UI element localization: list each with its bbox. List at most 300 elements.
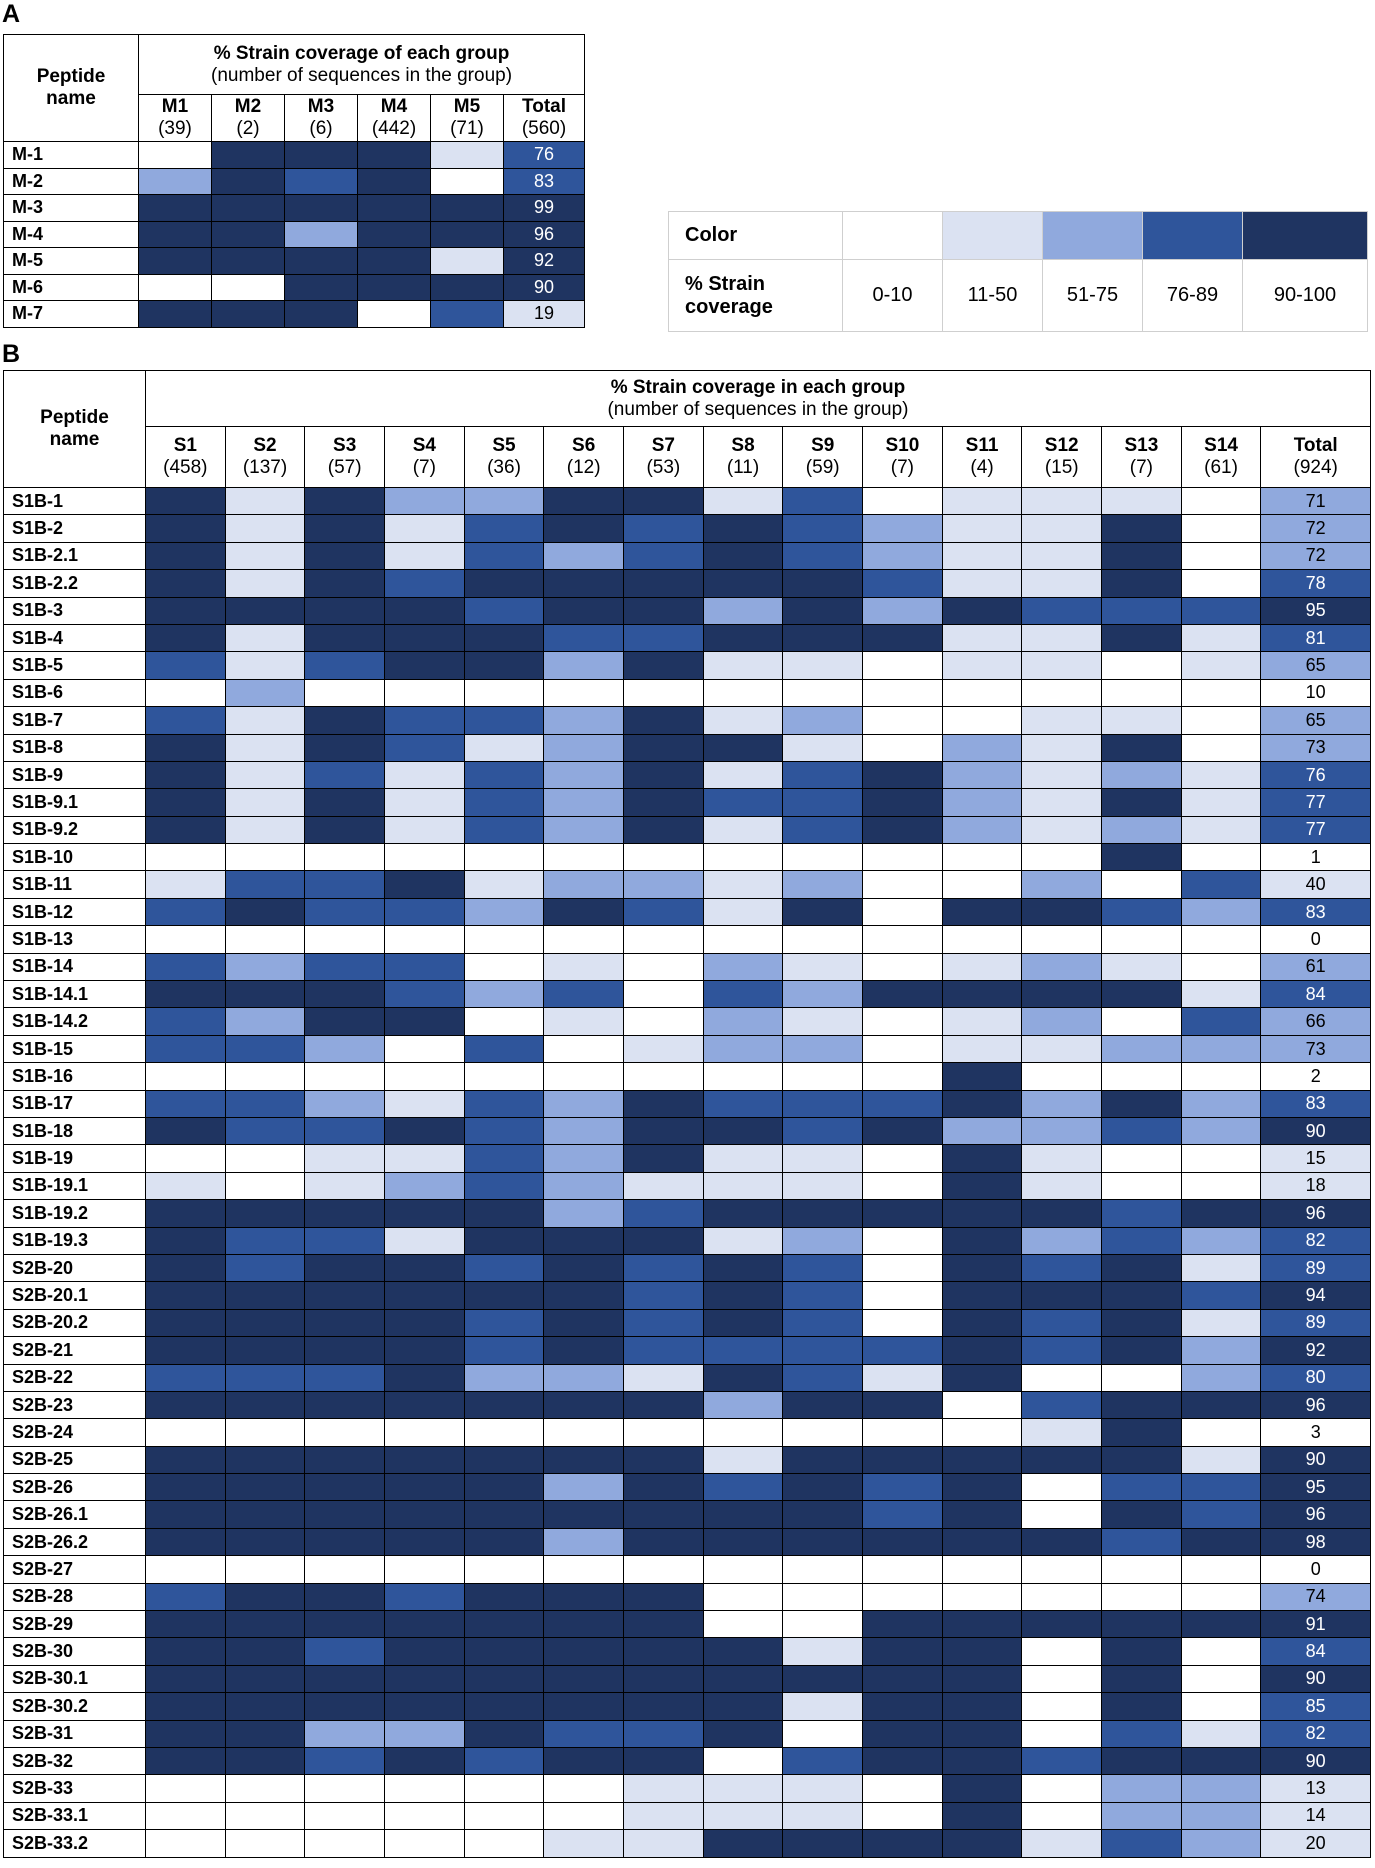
heat-cell [703,1611,783,1638]
heat-cell [464,1035,544,1062]
column-count: (458) [163,457,208,478]
heat-cell [464,1693,544,1720]
heat-cell [703,1830,783,1857]
heat-cell [703,1556,783,1583]
heat-cell [1022,761,1102,788]
table-row [4,1145,1371,1172]
heat-cell [544,1528,624,1555]
heat-cell [703,1309,783,1336]
total-cell: 83 [504,168,585,195]
title-text: % Strain coverage in each group [610,376,906,398]
heat-cell [1181,816,1261,843]
legend-range: 90-100 [1243,260,1368,332]
heat-cell [145,1337,225,1364]
column-count: (560) [521,118,567,139]
column-count: (59) [805,457,840,478]
heat-cell [145,1583,225,1610]
heat-cell [703,542,783,569]
heat-cell [1022,1611,1102,1638]
heat-cell [1022,1556,1102,1583]
peptide-name: S2B-28 [4,1583,146,1610]
heat-cell [703,1063,783,1090]
heat-cell [703,844,783,871]
heat-cell [624,981,704,1008]
peptide-name: S1B-8 [4,734,146,761]
heat-cell [305,1583,385,1610]
column-name: S6 [572,435,596,457]
heat-cell [942,1008,1022,1035]
column-name: S5 [492,435,516,457]
heat-cell [863,707,943,734]
heat-cell [1102,1200,1182,1227]
heat-cell [1181,1282,1261,1309]
heat-cell [942,1611,1022,1638]
total-cell: 92 [504,248,585,275]
heat-cell [783,1391,863,1418]
heat-cell [1022,926,1102,953]
heat-cell [305,1446,385,1473]
heat-cell [624,1391,704,1418]
table-row [4,1830,1371,1857]
column-count: (36) [487,457,521,478]
panel-b-label: B [2,340,21,368]
peptide-name: S1B-7 [4,707,146,734]
table-row [4,1747,1371,1774]
heat-cell [145,1172,225,1199]
table-row [4,1117,1371,1144]
heat-cell [385,1638,465,1665]
heat-cell [703,597,783,624]
heat-cell [1022,1282,1102,1309]
heat-cell [1102,515,1182,542]
heat-cell [464,1446,544,1473]
heat-cell [544,1090,624,1117]
heat-cell [863,981,943,1008]
heat-cell [285,274,358,301]
heat-cell [139,195,212,222]
heat-cell [942,597,1022,624]
heat-cell [305,1035,385,1062]
heat-cell [145,1665,225,1692]
heat-cell [624,515,704,542]
heat-cell [783,1090,863,1117]
heat-cell [464,953,544,980]
heat-cell [1022,1830,1102,1857]
heat-cell [305,926,385,953]
heat-cell [305,816,385,843]
heat-cell [863,652,943,679]
heat-cell [783,1501,863,1528]
heat-cell [544,1583,624,1610]
peptide-name: S1B-1 [4,488,146,515]
heat-cell [139,221,212,248]
heat-cell [1181,624,1261,651]
heat-cell [863,761,943,788]
column-header [1102,427,1182,488]
heat-cell [624,1145,704,1172]
heat-cell [942,1419,1022,1446]
table-row [4,1337,1371,1364]
heat-cell [863,898,943,925]
heat-cell [544,1337,624,1364]
table-row [4,871,1371,898]
table-row [4,707,1371,734]
peptide-name: M-2 [4,168,139,195]
heat-cell [703,734,783,761]
heat-cell [783,734,863,761]
column-header [358,95,431,142]
heat-cell [624,953,704,980]
peptide-name: S2B-32 [4,1747,146,1774]
table-row [4,1802,1371,1829]
heat-cell [1022,1035,1102,1062]
heat-cell [942,542,1022,569]
heatmap-table-b [3,370,1371,1858]
heat-cell [783,1583,863,1610]
heat-cell [703,761,783,788]
heat-cell [1181,871,1261,898]
heat-cell [385,981,465,1008]
heat-cell [1181,1638,1261,1665]
table-row [4,1172,1371,1199]
heat-cell [145,926,225,953]
heat-cell [703,1693,783,1720]
total-cell: 82 [1261,1227,1371,1254]
total-cell: 85 [1261,1693,1371,1720]
heat-cell [544,652,624,679]
peptide-name: S1B-9 [4,761,146,788]
heat-cell [544,734,624,761]
column-name: Total [1293,435,1338,457]
heat-cell [225,1446,305,1473]
subtitle-text: (number of sequences in the group) [607,398,909,420]
heat-cell [145,1090,225,1117]
column-name: M5 [453,96,481,118]
table-row [4,1419,1371,1446]
heat-cell [703,871,783,898]
heat-cell [225,1391,305,1418]
heat-cell [1022,679,1102,706]
heat-cell [863,1035,943,1062]
heat-cell [464,679,544,706]
heat-cell [225,953,305,980]
heat-cell [544,789,624,816]
heat-cell [703,1145,783,1172]
heat-cell [385,652,465,679]
heat-cell [1181,1090,1261,1117]
heat-cell [225,597,305,624]
peptide-name: S1B-3 [4,597,146,624]
heat-cell [624,734,704,761]
heat-cell [464,1172,544,1199]
heat-cell [145,707,225,734]
table-row [4,624,1371,651]
peptide-name: S1B-18 [4,1117,146,1144]
column-count: (7) [1129,457,1153,478]
heat-cell [942,1720,1022,1747]
heat-cell [942,953,1022,980]
peptide-name: S2B-33.1 [4,1802,146,1829]
heat-cell [703,707,783,734]
heat-cell [1022,1364,1102,1391]
heat-cell [1102,1309,1182,1336]
heat-cell [624,1200,704,1227]
heat-cell [863,1446,943,1473]
heat-cell [783,1282,863,1309]
heat-cell [783,515,863,542]
column-name: S8 [731,435,755,457]
peptide-name: S2B-22 [4,1364,146,1391]
peptide-name: S2B-20.2 [4,1309,146,1336]
heat-cell [703,1474,783,1501]
heat-cell [385,1665,465,1692]
heat-cell [305,1501,385,1528]
heat-cell [863,1008,943,1035]
table-row [4,248,585,275]
table-row [4,488,1371,515]
column-header [544,427,624,488]
heat-cell [212,301,285,328]
heat-cell [385,1117,465,1144]
heat-cell [942,1556,1022,1583]
heat-cell [624,1474,704,1501]
heat-cell [703,1528,783,1555]
peptide-name: S1B-19.1 [4,1172,146,1199]
heat-cell [703,1583,783,1610]
heat-cell [783,789,863,816]
heat-cell [783,488,863,515]
heat-cell [305,542,385,569]
row-header: Peptide name [4,35,139,142]
heat-cell [385,1391,465,1418]
heat-cell [145,624,225,651]
heat-cell [942,570,1022,597]
heat-cell [624,761,704,788]
heat-cell [1181,1145,1261,1172]
heat-cell [544,1474,624,1501]
column-header [504,95,585,142]
legend-range: 0-10 [843,260,943,332]
heat-cell [863,1474,943,1501]
heat-cell [464,1391,544,1418]
heat-cell [863,953,943,980]
column-header [1181,427,1261,488]
heat-cell [544,570,624,597]
heat-cell [703,1008,783,1035]
heat-cell [305,570,385,597]
heat-cell [544,1802,624,1829]
heat-cell [385,515,465,542]
heat-cell [225,871,305,898]
total-cell: 94 [1261,1282,1371,1309]
heat-cell [544,1035,624,1062]
table-row [4,1638,1371,1665]
heat-cell [624,1254,704,1281]
heat-cell [225,1254,305,1281]
heat-cell [1102,1008,1182,1035]
heat-cell [942,1227,1022,1254]
heat-cell [1102,1720,1182,1747]
heat-cell [305,1474,385,1501]
heat-cell [358,195,431,222]
heat-cell [225,1337,305,1364]
column-header [1261,427,1371,488]
heat-cell [703,1200,783,1227]
heat-cell [624,1747,704,1774]
heat-cell [385,488,465,515]
heat-cell [624,624,704,651]
total-cell: 19 [504,301,585,328]
legend-swatch [1143,212,1243,260]
heat-cell [1022,871,1102,898]
heat-cell [385,1720,465,1747]
peptide-name: S2B-23 [4,1391,146,1418]
heat-cell [1181,488,1261,515]
peptide-name: S2B-26 [4,1474,146,1501]
heat-cell [783,542,863,569]
heat-cell [624,1583,704,1610]
total-cell: 98 [1261,1528,1371,1555]
heat-cell [385,1090,465,1117]
heat-cell [624,488,704,515]
total-cell: 20 [1261,1830,1371,1857]
heat-cell [942,1830,1022,1857]
heat-cell [1022,1227,1102,1254]
heat-cell [863,1747,943,1774]
heat-cell [1181,844,1261,871]
heat-cell [703,1254,783,1281]
heat-cell [942,844,1022,871]
heat-cell [385,1309,465,1336]
peptide-name: M-1 [4,142,139,169]
heat-cell [385,597,465,624]
heat-cell [305,981,385,1008]
heat-cell [385,1419,465,1446]
column-header [225,427,305,488]
heat-cell [145,488,225,515]
heat-cell [431,248,504,275]
heat-cell [225,844,305,871]
heat-cell [703,1035,783,1062]
table-row [4,761,1371,788]
total-cell: 89 [1261,1309,1371,1336]
heat-cell [783,570,863,597]
column-name: S14 [1204,435,1238,457]
heat-cell [225,570,305,597]
table-row [4,1391,1371,1418]
heat-cell [145,816,225,843]
heat-cell [305,1638,385,1665]
heat-cell [1181,1583,1261,1610]
heat-cell [703,624,783,651]
heat-cell [1181,1830,1261,1857]
table-row [4,1611,1371,1638]
heat-cell [305,1090,385,1117]
heat-cell [1181,515,1261,542]
heat-cell [703,488,783,515]
heat-cell [1022,1583,1102,1610]
heat-cell [431,301,504,328]
heat-cell [942,1282,1022,1309]
heat-cell [783,1474,863,1501]
heat-cell [1181,789,1261,816]
column-name: S4 [412,435,436,457]
heat-cell [1181,1802,1261,1829]
table-row [4,953,1371,980]
peptide-name: S1B-19.3 [4,1227,146,1254]
column-header [431,95,504,142]
heat-cell [942,1528,1022,1555]
total-cell: 96 [1261,1501,1371,1528]
total-cell: 61 [1261,953,1371,980]
total-cell: 76 [1261,761,1371,788]
heat-cell [464,1145,544,1172]
heat-cell [942,1391,1022,1418]
column-header [703,427,783,488]
heat-cell [139,168,212,195]
total-cell: 65 [1261,652,1371,679]
heat-cell [942,1117,1022,1144]
column-name: Total [522,96,567,118]
heat-cell [1022,488,1102,515]
heat-cell [1102,1391,1182,1418]
heat-cell [305,1693,385,1720]
column-count: (53) [646,457,681,478]
heat-cell [385,1227,465,1254]
total-cell: 15 [1261,1145,1371,1172]
heat-cell [942,1747,1022,1774]
heat-cell [1181,1035,1261,1062]
column-name: S11 [965,435,999,457]
row-header: Peptide name [4,371,146,488]
peptide-name: M-7 [4,301,139,328]
heat-cell [942,1693,1022,1720]
column-name: S13 [1124,435,1159,457]
legend-range: 76-89 [1143,260,1243,332]
heat-cell [544,1117,624,1144]
heat-cell [145,761,225,788]
heat-cell [385,734,465,761]
heat-cell [305,761,385,788]
heat-cell [139,142,212,169]
heat-cell [145,1008,225,1035]
heat-cell [1181,1008,1261,1035]
table-row [4,1364,1371,1391]
heat-cell [783,1665,863,1692]
heat-cell [783,871,863,898]
heat-cell [385,789,465,816]
heat-cell [544,1611,624,1638]
table-row [4,1556,1371,1583]
heat-cell [385,624,465,651]
total-cell: 90 [1261,1665,1371,1692]
heat-cell [624,1337,704,1364]
heat-cell [1181,1556,1261,1583]
total-cell: 40 [1261,871,1371,898]
heat-cell [1022,570,1102,597]
heat-cell [1022,1528,1102,1555]
heat-cell [145,679,225,706]
peptide-name: S1B-15 [4,1035,146,1062]
peptide-name: S1B-11 [4,871,146,898]
heat-cell [703,1665,783,1692]
heat-cell [624,570,704,597]
heat-cell [464,1665,544,1692]
heat-cell [385,1501,465,1528]
heat-cell [464,1830,544,1857]
heat-cell [464,515,544,542]
heat-cell [1102,1556,1182,1583]
